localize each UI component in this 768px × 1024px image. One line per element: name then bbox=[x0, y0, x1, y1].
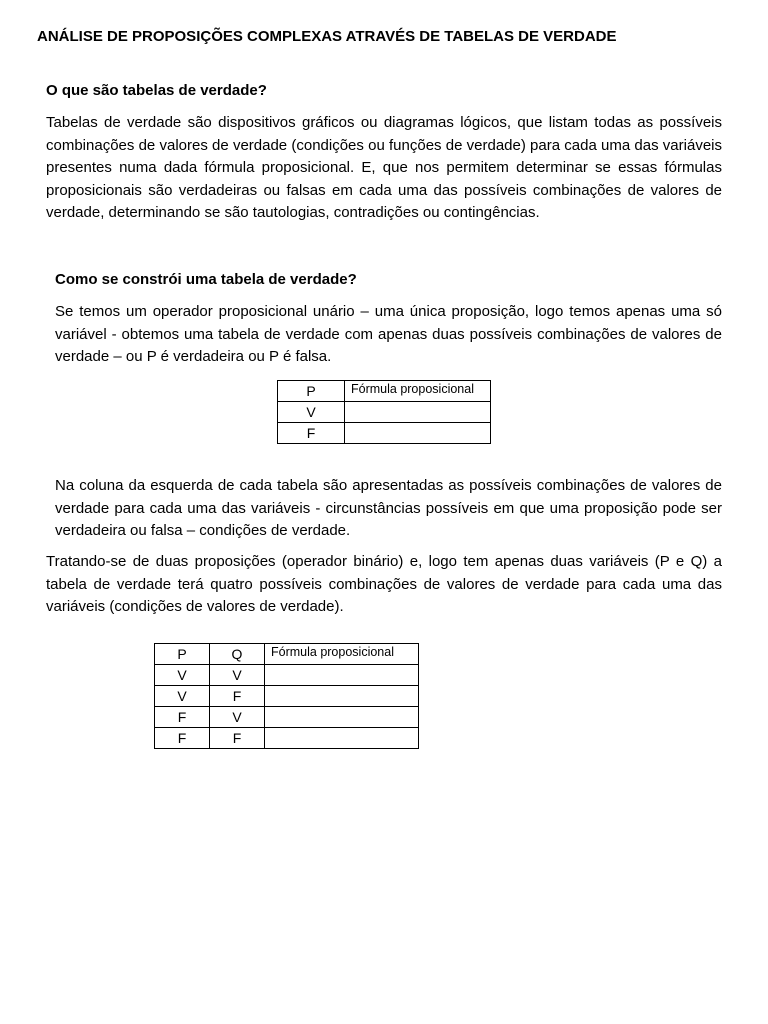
table-row bbox=[278, 402, 491, 423]
section-heading-how-build: Como se constrói uma tabela de verdade? bbox=[55, 271, 357, 288]
header-cell-formula: Fórmula proposicional bbox=[265, 644, 419, 665]
table-cell: V bbox=[278, 402, 345, 423]
table-row bbox=[155, 728, 419, 749]
page-title: ANÁLISE DE PROPOSIÇÕES COMPLEXAS ATRAVÉS DE TABELAS DE VERDADE bbox=[37, 28, 617, 45]
table-cell bbox=[265, 665, 419, 686]
table-cell bbox=[345, 423, 491, 444]
paragraph-unary: Se temos um operador proposicional unário – uma única proposição, logo temos apenas uma só variável - obtemos uma tabela de verdade com apenas duas possíveis combinações de valores de verdade – ou P é verdadeira ou P é falsa. bbox=[55, 303, 722, 366]
paragraph-definition: Tabelas de verdade são dispositivos gráficos ou diagramas lógicos, que listam todas as possíveis combinações de valores de verdade (condições ou funções de verdade) para cada uma das variáveis presentes numa dada fórmula proposicional. E, que nos permitem determinar se essas fórmulas proposicionais são verdadeiras ou falsas em cada uma das possíveis combinações de valores de verdade, determinando se são tautologias, contradições ou contingências. bbox=[46, 114, 722, 222]
header-cell-q: Q bbox=[210, 644, 265, 665]
header-cell-p: P bbox=[278, 381, 345, 402]
truth-table-unary bbox=[277, 380, 491, 444]
truth-table-binary bbox=[154, 643, 419, 749]
table-row bbox=[278, 381, 491, 402]
paragraph-binary: Tratando-se de duas proposições (operador binário) e, logo tem apenas duas variáveis (P e Q) a tabela de verdade terá quatro possíveis combinações de valores de verdade para cada uma das variáveis (condições de valores de verdade). bbox=[46, 553, 722, 616]
paragraph-left-column: Na coluna da esquerda de cada tabela são apresentadas as possíveis combinações de valores de verdade para cada uma das variáveis - circunstâncias possíveis em que uma proposição pode ser verdadeira ou falsa – condições de verdade. bbox=[55, 477, 722, 540]
header-cell-p: P bbox=[155, 644, 210, 665]
table-row bbox=[155, 644, 419, 665]
table-cell: F bbox=[155, 728, 210, 749]
table-row bbox=[155, 665, 419, 686]
section-heading-what-are: O que são tabelas de verdade? bbox=[46, 82, 267, 99]
table-row bbox=[155, 686, 419, 707]
table-cell: F bbox=[210, 728, 265, 749]
table-cell: V bbox=[155, 665, 210, 686]
table-row bbox=[155, 707, 419, 728]
table-row bbox=[278, 423, 491, 444]
table-cell bbox=[265, 728, 419, 749]
table-cell: F bbox=[155, 707, 210, 728]
table-cell bbox=[265, 707, 419, 728]
table-cell: V bbox=[155, 686, 210, 707]
table-cell bbox=[345, 402, 491, 423]
header-cell-formula: Fórmula proposicional bbox=[345, 381, 491, 402]
table-cell: V bbox=[210, 665, 265, 686]
table-cell: F bbox=[278, 423, 345, 444]
table-cell: F bbox=[210, 686, 265, 707]
table-cell bbox=[265, 686, 419, 707]
table-cell: V bbox=[210, 707, 265, 728]
